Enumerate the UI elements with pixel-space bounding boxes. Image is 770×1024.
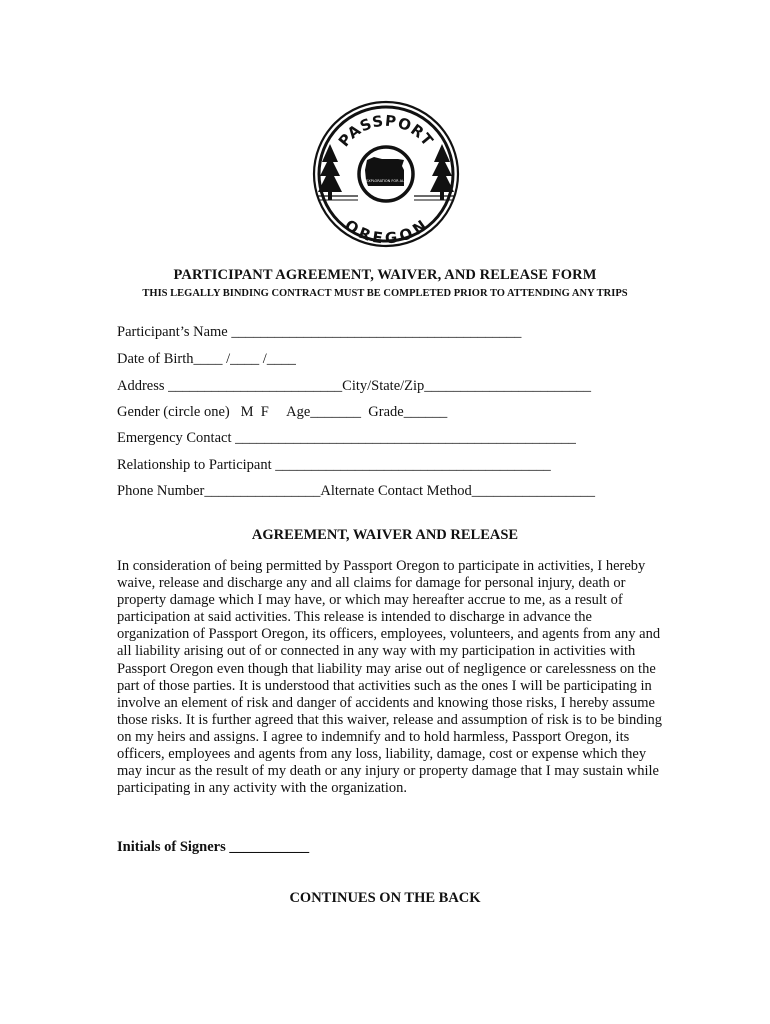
gender-age-grade-field[interactable]: Gender (circle one) M F Age_______ Grade______ <box>117 404 448 420</box>
participant-name-field[interactable]: Participant’s Name ________________________________________ <box>117 324 522 340</box>
date-of-birth-field[interactable]: Date of Birth____ /____ /____ <box>117 351 296 367</box>
initials-of-signers-field[interactable]: Initials of Signers ___________ <box>117 839 310 855</box>
form-subtitle: THIS LEGALLY BINDING CONTRACT MUST BE COMPLETED PRIOR TO ATTENDING ANY TRIPS <box>142 288 628 299</box>
passport-oregon-logo <box>312 100 460 248</box>
emergency-contact-field[interactable]: Emergency Contact _______________________________________________ <box>117 430 576 446</box>
logo-top-text: PASSPORT <box>334 111 438 151</box>
agreement-heading: AGREEMENT, WAIVER AND RELEASE <box>251 527 519 543</box>
form-title: PARTICIPANT AGREEMENT, WAIVER, AND RELEASE FORM <box>173 267 597 283</box>
address-field[interactable]: Address ________________________City/State/Zip_______________________ <box>117 378 592 394</box>
svg-text:OREGON <box>341 216 430 248</box>
relationship-field[interactable]: Relationship to Participant ______________________________________ <box>117 457 551 473</box>
agreement-body: In consideration of being permitted by Passport Oregon to participate in activities, I hereby waive, release and discharge any and all claims for damage for personal injury, death or property damage which I may have, or which may hereafter accrue to me, as a result of participation at said activities. This release is intended to discharge in advance the organization of Passport Oregon, its officers, employees, volunteers, and agents from any and all liability arising out of or connected in any way with my participation in activities with Passport Oregon even though that liability may arise out of negligence or carelessness on the part of those parties. It is understood that activities such as the ones I will be participating in involve an element of risk and danger of accidents and knowing those risks, I hereby assume those risks. It is further agreed that this waiver, release and assumption of risk is to be binding on my heirs and assigns. I agree to indemnify and to hold harmless, Passport Oregon, its officers, employees and agents from any loss, liability, damage, cost or expense which they may incur as the result of my death or any injury or property damage that I may sustain while participating in any activity with the organization. <box>117 558 663 797</box>
logo-inner-text: EXPLORATION FOR ALL <box>366 179 406 183</box>
logo-bottom-text: OREGON <box>341 216 431 248</box>
continues-on-back-note: CONTINUES ON THE BACK <box>289 890 481 906</box>
phone-number-field[interactable]: Phone Number________________Alternate Contact Method_________________ <box>117 483 596 499</box>
